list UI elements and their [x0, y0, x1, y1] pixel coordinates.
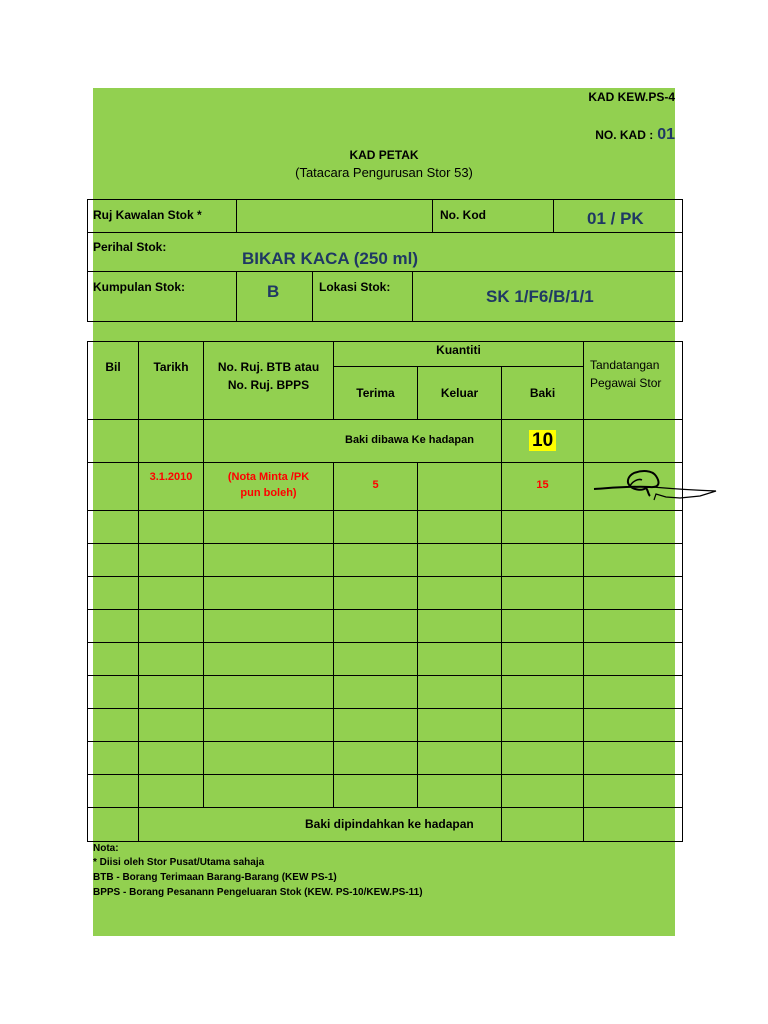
col-header-noruj-2: No. Ruj. BPPS: [227, 378, 310, 392]
signature-mark: [590, 464, 720, 510]
no-kod-label: No. Kod: [440, 208, 486, 222]
entry-terima: 5: [372, 479, 379, 491]
kumpulan-label: Kumpulan Stok:: [93, 280, 185, 294]
perihal-value: BIKAR KACA (250 ml): [242, 249, 419, 268]
page-title: KAD PETAK: [349, 148, 419, 162]
col-header-noruj-1: No. Ruj. BTB atau: [217, 360, 320, 374]
col-header-kuantiti: Kuantiti: [436, 343, 481, 357]
no-kod-value: 01 / PK: [587, 209, 644, 228]
notes-heading: Nota:: [93, 843, 119, 854]
form-code: KAD KEW.PS-4: [588, 90, 675, 104]
carried-forward-baki-value: 10: [529, 430, 556, 451]
card-number: [595, 126, 675, 144]
notes-line-1: * Diisi oleh Stor Pusat/Utama sahaja: [93, 857, 265, 868]
page-subtitle: (Tatacara Pengurusan Stor 53): [295, 165, 473, 180]
entry-noruj-2: pun boleh): [240, 487, 297, 499]
kumpulan-value: B: [267, 282, 280, 301]
entry-baki: 15: [536, 479, 549, 491]
ruj-kawalan-label: Ruj Kawalan Stok *: [93, 208, 202, 222]
card-number-label: NO. KAD :: [595, 128, 654, 142]
col-header-tandatangan-1: Tandatangan: [590, 358, 660, 372]
col-header-bil: Bil: [105, 360, 121, 374]
notes-line-3: BPPS - Borang Pesanann Pengeluaran Stok (KEW. PS-10/KEW.PS-11): [93, 887, 423, 898]
entry-tarikh: 3.1.2010: [149, 471, 193, 483]
lokasi-label: Lokasi Stok:: [319, 280, 391, 294]
carried-out-label: Baki dipindahkan ke hadapan: [305, 817, 474, 831]
col-header-terima: Terima: [356, 386, 395, 400]
lokasi-value: SK 1/F6/B/1/1: [486, 287, 594, 306]
entry-noruj-1: (Nota Minta /PK: [227, 471, 310, 483]
col-header-baki: Baki: [529, 386, 556, 400]
perihal-label: Perihal Stok:: [93, 240, 167, 254]
col-header-tandatangan-2: Pegawai Stor: [590, 376, 662, 390]
col-header-keluar: Keluar: [440, 386, 479, 400]
carried-forward-label: Baki dibawa Ke hadapan: [345, 434, 474, 446]
card-number-value: 01: [657, 126, 675, 143]
carried-forward-baki: [529, 430, 556, 452]
notes-line-2: BTB - Borang Terimaan Barang-Barang (KEW PS-1): [93, 872, 337, 883]
col-header-tarikh: Tarikh: [153, 360, 189, 374]
